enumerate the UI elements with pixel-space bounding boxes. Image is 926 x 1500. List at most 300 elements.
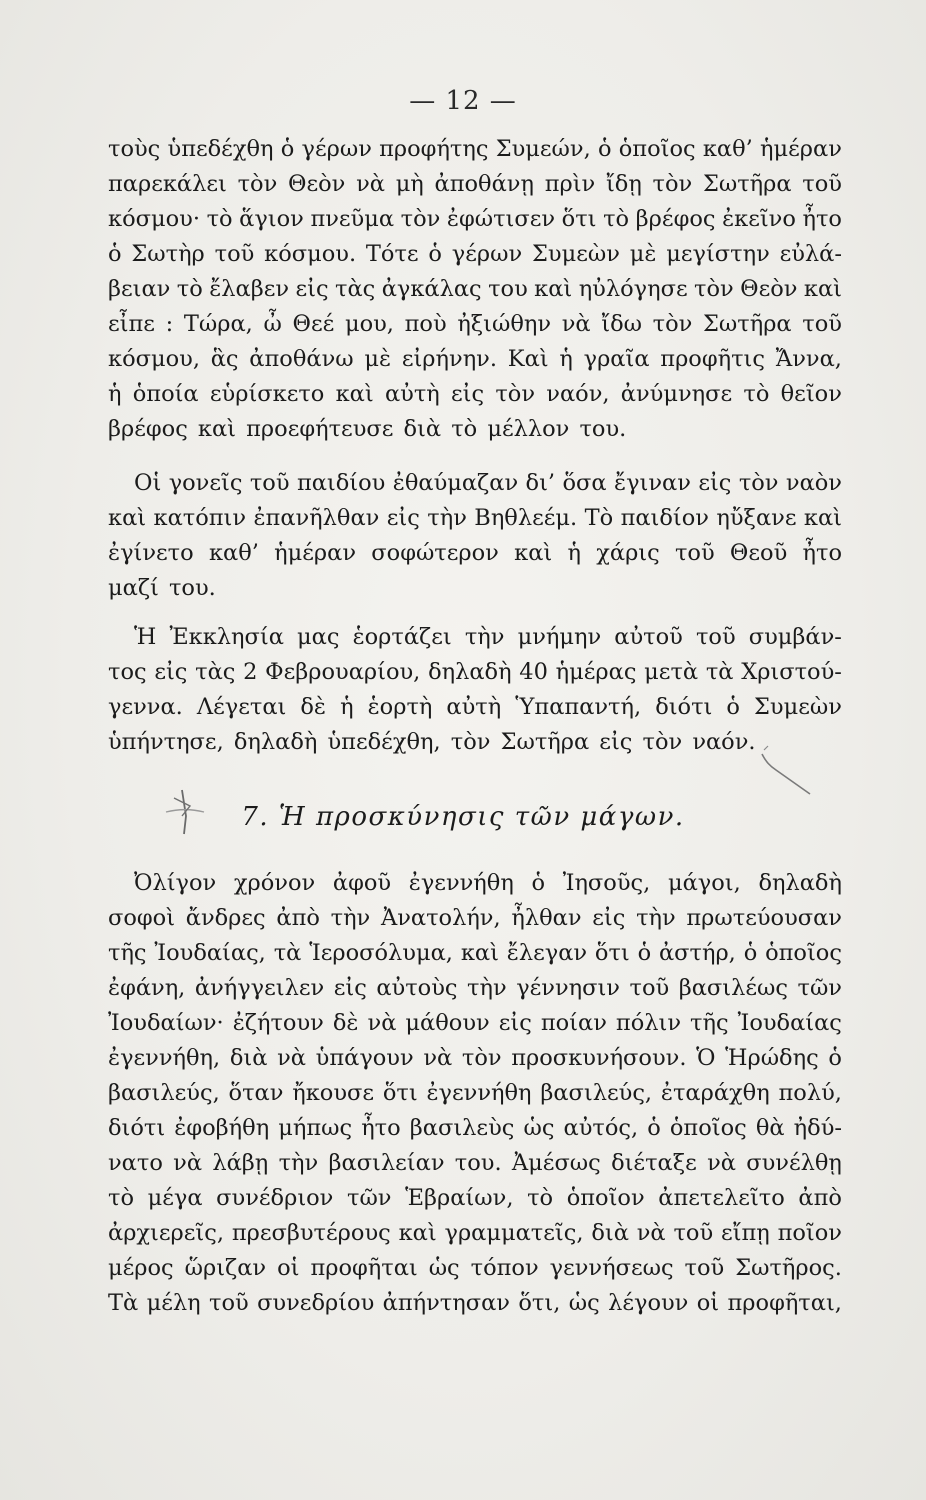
word: νὰ bbox=[277, 1045, 306, 1071]
word: ἤκουσε bbox=[292, 1080, 375, 1106]
word: κόσμου· bbox=[108, 206, 200, 232]
word: Ἰουδαίας, bbox=[154, 940, 266, 966]
word: εἰς bbox=[386, 505, 420, 531]
word: μάθουν bbox=[405, 1010, 490, 1036]
word: παιδίου bbox=[296, 470, 386, 496]
word: μέλλον bbox=[487, 416, 570, 442]
word: γέρων bbox=[451, 241, 523, 267]
word: ἀπετελεῖτο bbox=[658, 1185, 785, 1211]
word: τὰς bbox=[195, 659, 236, 685]
word: νὰ bbox=[707, 1150, 736, 1176]
word: τὸν bbox=[694, 276, 734, 302]
word: νὰ bbox=[356, 171, 385, 197]
word: διότι bbox=[108, 1115, 166, 1141]
word: μου, bbox=[344, 311, 394, 337]
word: ἃς bbox=[210, 346, 239, 372]
word: παιδίον bbox=[620, 505, 709, 531]
word: βρέφος bbox=[108, 416, 188, 442]
word: του bbox=[488, 276, 528, 302]
word: τὴν bbox=[464, 624, 505, 650]
word: ἡμέρας bbox=[555, 659, 637, 685]
word: ναόν. bbox=[692, 729, 756, 755]
word: μας bbox=[297, 624, 340, 650]
word: οἱ bbox=[277, 1255, 300, 1281]
text-line bbox=[108, 377, 842, 412]
word: τὴν bbox=[330, 905, 371, 931]
word: τοῦ bbox=[674, 540, 715, 566]
word: τόπον bbox=[470, 1255, 539, 1281]
word: συνέλθῃ bbox=[746, 1150, 842, 1176]
word: καὶ bbox=[514, 540, 553, 566]
word: γέννησιν bbox=[516, 975, 620, 1001]
word: βασιλείαν bbox=[328, 1150, 445, 1176]
word: του. bbox=[579, 416, 627, 442]
word: αὐτὴ bbox=[384, 381, 440, 407]
text-line bbox=[108, 655, 842, 690]
word: καὶ bbox=[803, 276, 842, 302]
text-line bbox=[108, 936, 842, 971]
word: Θεὸν bbox=[288, 171, 346, 197]
text-line bbox=[108, 971, 842, 1006]
word: καὶ bbox=[803, 505, 842, 531]
word: ηὔξανε bbox=[716, 505, 797, 531]
word: ὡς bbox=[568, 1290, 600, 1316]
word: Συμεὼν bbox=[531, 241, 620, 267]
word: τοῦ bbox=[673, 1220, 714, 1246]
word: Συμεών, bbox=[495, 136, 591, 162]
word: ἀνήγγειλεν bbox=[194, 975, 325, 1001]
word: του. bbox=[454, 1150, 502, 1176]
word: τὸ bbox=[108, 1185, 134, 1211]
word: ὑπεδέχθη bbox=[167, 136, 274, 162]
word: ἦτο bbox=[802, 206, 842, 232]
word: ἅγιον bbox=[239, 206, 304, 232]
word: μέλη bbox=[146, 1290, 201, 1316]
word: ἔλεγαν bbox=[506, 940, 588, 966]
word: θεῖον bbox=[780, 381, 842, 407]
word: Τότε bbox=[365, 241, 419, 267]
text-line bbox=[108, 1216, 842, 1251]
text-line bbox=[108, 1041, 842, 1076]
section-heading: 7. Ἡ προσκύνησις τῶν μάγων. bbox=[241, 802, 685, 832]
word: τὸ bbox=[451, 416, 478, 442]
word: Τώρα, bbox=[183, 311, 253, 337]
word: ποὺ bbox=[404, 311, 447, 337]
word: βασιλέως bbox=[678, 975, 788, 1001]
word: γεννα. bbox=[108, 694, 183, 720]
word: Χριστού- bbox=[741, 659, 842, 685]
word: ὁποῖος bbox=[765, 940, 842, 966]
word: Βηθλεέμ. bbox=[474, 505, 578, 531]
word: ὁ bbox=[647, 1115, 661, 1141]
word: τοῦ bbox=[802, 311, 842, 337]
word: μέρος bbox=[108, 1255, 174, 1281]
word: δὲ bbox=[300, 694, 327, 720]
paragraph-magi bbox=[108, 866, 842, 1321]
word: προσκυνήσουν. bbox=[511, 1045, 687, 1071]
word: ἡ bbox=[559, 346, 573, 372]
word: τὰς bbox=[335, 276, 376, 302]
text-line bbox=[108, 1181, 842, 1216]
word: τὸν bbox=[400, 206, 441, 232]
word: διέταξε bbox=[611, 1150, 697, 1176]
word: ὁ bbox=[280, 136, 295, 162]
word: ἄνδρες bbox=[185, 905, 266, 931]
word: τος bbox=[108, 659, 147, 685]
word: καὶ bbox=[335, 381, 374, 407]
text-line bbox=[108, 1286, 842, 1321]
word: συμβάν- bbox=[748, 624, 842, 650]
text-line bbox=[108, 901, 842, 936]
text-line bbox=[108, 237, 842, 272]
word: : bbox=[165, 311, 174, 337]
word: Ἱεροσόλυμα, bbox=[309, 940, 453, 966]
word: Σωτῆρα bbox=[703, 311, 792, 337]
word: καὶ bbox=[398, 1220, 437, 1246]
word: Ὁ bbox=[696, 1045, 716, 1071]
word: ὑπεδέχθη, bbox=[327, 729, 441, 755]
word: μὲ bbox=[629, 241, 657, 267]
word: τὸ bbox=[527, 1185, 554, 1211]
word: γραῖα bbox=[583, 346, 650, 372]
word: ἀφοῦ bbox=[332, 870, 392, 896]
text-line bbox=[108, 466, 842, 501]
word: Τὰ bbox=[108, 1290, 139, 1316]
paragraph-feast bbox=[108, 620, 842, 760]
word: εἰς bbox=[451, 381, 485, 407]
word: διότι bbox=[655, 694, 713, 720]
word: τὸ bbox=[743, 381, 770, 407]
text-line bbox=[108, 1006, 842, 1041]
word: Σωτὴρ bbox=[131, 241, 205, 267]
word: μήπως bbox=[278, 1115, 353, 1141]
word: νὰ bbox=[423, 1045, 453, 1071]
word: ἦτο bbox=[802, 540, 842, 566]
word: ἐγίνετο bbox=[108, 540, 194, 566]
word: νὰ bbox=[367, 1010, 397, 1036]
word: ὦ bbox=[263, 311, 282, 337]
word: βασιλεύς, bbox=[108, 1080, 220, 1106]
text-line bbox=[108, 725, 842, 760]
word: ὑπάγουν bbox=[315, 1045, 414, 1071]
word: τῆς bbox=[690, 1010, 729, 1036]
word: ἐθαύμαζαν bbox=[392, 470, 519, 496]
word: καὶ bbox=[108, 505, 147, 531]
word: πρεσβυτέρους bbox=[231, 1220, 391, 1246]
word: εἰς bbox=[154, 659, 188, 685]
word: Ἰουδαίων· bbox=[108, 1010, 224, 1036]
word: τὸν bbox=[450, 729, 491, 755]
word: ὁποῖον bbox=[566, 1185, 645, 1211]
word: ἠδύ- bbox=[793, 1115, 842, 1141]
word: ἴδω bbox=[601, 311, 642, 337]
word: σοφώτερον bbox=[371, 540, 499, 566]
word: θὰ bbox=[755, 1115, 785, 1141]
word: ἴδῃ bbox=[605, 171, 642, 197]
word: τοῦ bbox=[695, 624, 736, 650]
word: εἰς bbox=[698, 470, 732, 496]
word: προεφήτευσε bbox=[246, 416, 394, 442]
word: τὸ bbox=[603, 206, 630, 232]
word: ποίαν bbox=[540, 1010, 607, 1036]
word: Ἑβραίων, bbox=[405, 1185, 514, 1211]
word: τὸν bbox=[738, 470, 779, 496]
word: οἱ bbox=[696, 1290, 720, 1316]
text-line bbox=[108, 342, 842, 377]
word: εἰρήνην. bbox=[401, 346, 498, 372]
word: καθ’ bbox=[702, 136, 753, 162]
word: τὸν bbox=[652, 311, 693, 337]
word: ὅταν bbox=[228, 1080, 284, 1106]
word: αὐτός, bbox=[563, 1115, 639, 1141]
page-number: — 12 — bbox=[409, 86, 517, 116]
word: εἴπῃ bbox=[720, 1220, 770, 1246]
word: τὴν bbox=[467, 975, 507, 1001]
word: ἑορτὴ bbox=[367, 694, 433, 720]
word: ὁ bbox=[597, 136, 612, 162]
word: Ἀμέσως bbox=[511, 1150, 601, 1176]
word: Σωτῆρος. bbox=[735, 1255, 842, 1281]
text-line bbox=[108, 620, 842, 655]
word: εἰς bbox=[333, 975, 367, 1001]
word: ἡμέραν bbox=[274, 540, 357, 566]
text-line bbox=[108, 132, 842, 167]
word: χάρις bbox=[596, 540, 660, 566]
word: Θεέ bbox=[292, 311, 335, 337]
word: διὰ bbox=[403, 416, 442, 442]
word: προφῆται, bbox=[727, 1290, 842, 1316]
word: τοῦ bbox=[209, 1290, 249, 1316]
word: βασιλεύς, bbox=[540, 1080, 653, 1106]
word: ηὐλόγησε bbox=[578, 276, 688, 302]
word: τοῦ bbox=[249, 470, 290, 496]
word: ἡμέραν bbox=[760, 136, 842, 162]
word: ἐφώτισεν bbox=[446, 206, 556, 232]
word: ἡ bbox=[108, 381, 122, 407]
word: ὡς bbox=[428, 1255, 460, 1281]
word: χρόνον bbox=[233, 870, 316, 896]
text-line bbox=[108, 690, 842, 725]
word: κόσμου, bbox=[108, 346, 200, 372]
word: Ὀλίγον bbox=[134, 870, 217, 896]
word: ἀγκάλας bbox=[381, 276, 482, 302]
text-line bbox=[108, 1076, 842, 1111]
word: ὅτι bbox=[382, 1080, 418, 1106]
word: ἡ bbox=[567, 540, 581, 566]
word: σοφοὶ bbox=[108, 905, 176, 931]
word: πρωτεύουσαν bbox=[686, 905, 842, 931]
word: βειαν bbox=[108, 276, 171, 302]
word: τὸ bbox=[176, 276, 203, 302]
word: ὁποία bbox=[132, 381, 199, 407]
text-line bbox=[108, 307, 842, 342]
word: ἀρχιερεῖς, bbox=[108, 1220, 224, 1246]
word: ὁποῖος bbox=[618, 136, 696, 162]
word: ἐκεῖνο bbox=[722, 206, 796, 232]
word: αὐτοὺς bbox=[376, 975, 458, 1001]
word: μὲ bbox=[364, 346, 392, 372]
word: ὑπήντησε, bbox=[108, 729, 224, 755]
word: Ἰησοῦς, bbox=[562, 870, 651, 896]
word: τὴν bbox=[427, 505, 467, 531]
word: ὁ bbox=[743, 940, 758, 966]
word: διὰ bbox=[591, 1220, 629, 1246]
pencil-mark-icon bbox=[760, 736, 816, 796]
word: ἀστήρ, bbox=[658, 940, 736, 966]
word: βασιλεὺς bbox=[409, 1115, 515, 1141]
word: δηλαδὴ bbox=[233, 729, 318, 755]
word: ἐπανῆλθαν bbox=[253, 505, 380, 531]
word: ἡ bbox=[340, 694, 354, 720]
word: καθ’ bbox=[208, 540, 259, 566]
word: τὴν bbox=[278, 1150, 319, 1176]
word: ὁ bbox=[428, 241, 442, 267]
word: ἀπὸ bbox=[276, 905, 320, 931]
word: ὁποῖος bbox=[669, 1115, 747, 1141]
text-line bbox=[108, 501, 842, 536]
word: 40 bbox=[519, 659, 548, 685]
word: Ἡρώδης bbox=[725, 1045, 819, 1071]
word: Οἱ bbox=[134, 470, 162, 496]
word: ἐζήτουν bbox=[232, 1010, 324, 1036]
word: ἐταράχθη bbox=[660, 1080, 770, 1106]
word: τοῦ bbox=[629, 975, 670, 1001]
word: πνεῦμα bbox=[310, 206, 395, 232]
word: ὁ bbox=[828, 1045, 842, 1071]
text-line bbox=[108, 1146, 842, 1181]
word: εὑρίσκετο bbox=[209, 381, 325, 407]
word: τοῦ bbox=[684, 1255, 725, 1281]
word: εἰς bbox=[295, 276, 329, 302]
word: τὸν bbox=[652, 171, 693, 197]
word: Λέγεται bbox=[196, 694, 287, 720]
word: μνήμην bbox=[517, 624, 602, 650]
word: τὸν bbox=[495, 381, 536, 407]
word: ἀποθάνῃ bbox=[434, 171, 534, 197]
word: ἑορτάζει bbox=[352, 624, 452, 650]
word: ἀποθάνω bbox=[249, 346, 354, 372]
word: ὅτι bbox=[561, 206, 597, 232]
word: τὸν bbox=[642, 729, 683, 755]
word: πολύ, bbox=[778, 1080, 842, 1106]
word: προφῆτις bbox=[660, 346, 765, 372]
word: ναόν, bbox=[546, 381, 610, 407]
word: ἦλθαν bbox=[511, 905, 582, 931]
text-line bbox=[108, 272, 842, 307]
word: μάγοι, bbox=[667, 870, 741, 896]
text-line bbox=[108, 536, 842, 571]
word: μαζί bbox=[108, 575, 159, 601]
word: Ἐκκλησία bbox=[169, 624, 284, 650]
word: δὲ bbox=[332, 1010, 359, 1036]
word: δηλαδὴ bbox=[428, 659, 512, 685]
word: γονεῖς bbox=[168, 470, 243, 496]
word: ὅτι bbox=[594, 940, 630, 966]
word: μεγίστην bbox=[666, 241, 770, 267]
word: παρεκάλει bbox=[108, 171, 227, 197]
word: Τὸ bbox=[584, 505, 614, 531]
text-line bbox=[108, 1251, 842, 1286]
word: Φεβρουαρίου, bbox=[265, 659, 421, 685]
word: ἐφάνη, bbox=[108, 975, 186, 1001]
text-line bbox=[108, 167, 842, 202]
word: Ὑπαπαντή, bbox=[515, 694, 642, 720]
word: ἐγεννήθη, bbox=[108, 1045, 221, 1071]
word: τῶν bbox=[797, 975, 842, 1001]
word: συνεδρίου bbox=[257, 1290, 375, 1316]
word: του. bbox=[168, 575, 216, 601]
word: ὡς bbox=[523, 1115, 555, 1141]
paragraph-presentation bbox=[108, 132, 842, 447]
word: Σωτῆρα bbox=[500, 729, 590, 755]
word: γραμματεῖς, bbox=[444, 1220, 584, 1246]
word: δι’ bbox=[525, 470, 556, 496]
word: ἔγιναν bbox=[614, 470, 691, 496]
word: βρέφος bbox=[635, 206, 716, 232]
paragraph-parents bbox=[108, 466, 842, 606]
word: ἀνύμνησε bbox=[620, 381, 733, 407]
word: ναὸν bbox=[785, 470, 842, 496]
word: εἰς bbox=[599, 729, 633, 755]
word: κατόπιν bbox=[153, 505, 247, 531]
word: νὰ bbox=[636, 1220, 666, 1246]
word: ὁ bbox=[531, 870, 546, 896]
word: καὶ bbox=[460, 940, 499, 966]
word: νατο bbox=[108, 1150, 163, 1176]
word: ἦτο bbox=[361, 1115, 401, 1141]
word: νὰ bbox=[561, 311, 591, 337]
word: νὰ bbox=[173, 1150, 203, 1176]
word: μετὰ bbox=[644, 659, 699, 685]
word: τοῦ bbox=[214, 241, 255, 267]
word: καὶ bbox=[197, 416, 237, 442]
word: εἰς bbox=[592, 905, 626, 931]
word: τὸν bbox=[461, 1045, 502, 1071]
word: ὁ bbox=[637, 940, 652, 966]
word: μέγα bbox=[147, 1185, 203, 1211]
word: ὅσα bbox=[562, 470, 607, 496]
word: ὁ bbox=[726, 694, 740, 720]
word: ἐγεννήθη bbox=[408, 870, 514, 896]
word: τὰ bbox=[273, 940, 302, 966]
word: λέγουν bbox=[608, 1290, 689, 1316]
word: γεννήσεως bbox=[549, 1255, 674, 1281]
word: τῆς bbox=[108, 940, 147, 966]
word: προφήτης bbox=[379, 136, 489, 162]
word: τοῦ bbox=[802, 171, 842, 197]
word: μὴ bbox=[395, 171, 424, 197]
word: ὅτι, bbox=[518, 1290, 561, 1316]
word: ἐφοβήθη bbox=[174, 1115, 270, 1141]
word: Ἰουδαίας bbox=[737, 1010, 842, 1036]
text-line bbox=[108, 412, 842, 447]
word: Θεὸν bbox=[740, 276, 798, 302]
word: ἔλαβεν bbox=[209, 276, 290, 302]
word: Ἀνατολήν, bbox=[380, 905, 501, 931]
word: πρὶν bbox=[544, 171, 596, 197]
word: εἰς bbox=[498, 1010, 532, 1036]
word: διὰ bbox=[229, 1045, 268, 1071]
word: εἶπε bbox=[108, 311, 155, 337]
word: Συμεὼν bbox=[754, 694, 842, 720]
word: δηλαδὴ bbox=[758, 870, 842, 896]
word: τῶν bbox=[347, 1185, 392, 1211]
text-line bbox=[108, 202, 842, 237]
text-line bbox=[108, 571, 842, 606]
word: ἀπὸ bbox=[798, 1185, 842, 1211]
word: αὐτοῦ bbox=[614, 624, 683, 650]
word: τὰ bbox=[705, 659, 734, 685]
